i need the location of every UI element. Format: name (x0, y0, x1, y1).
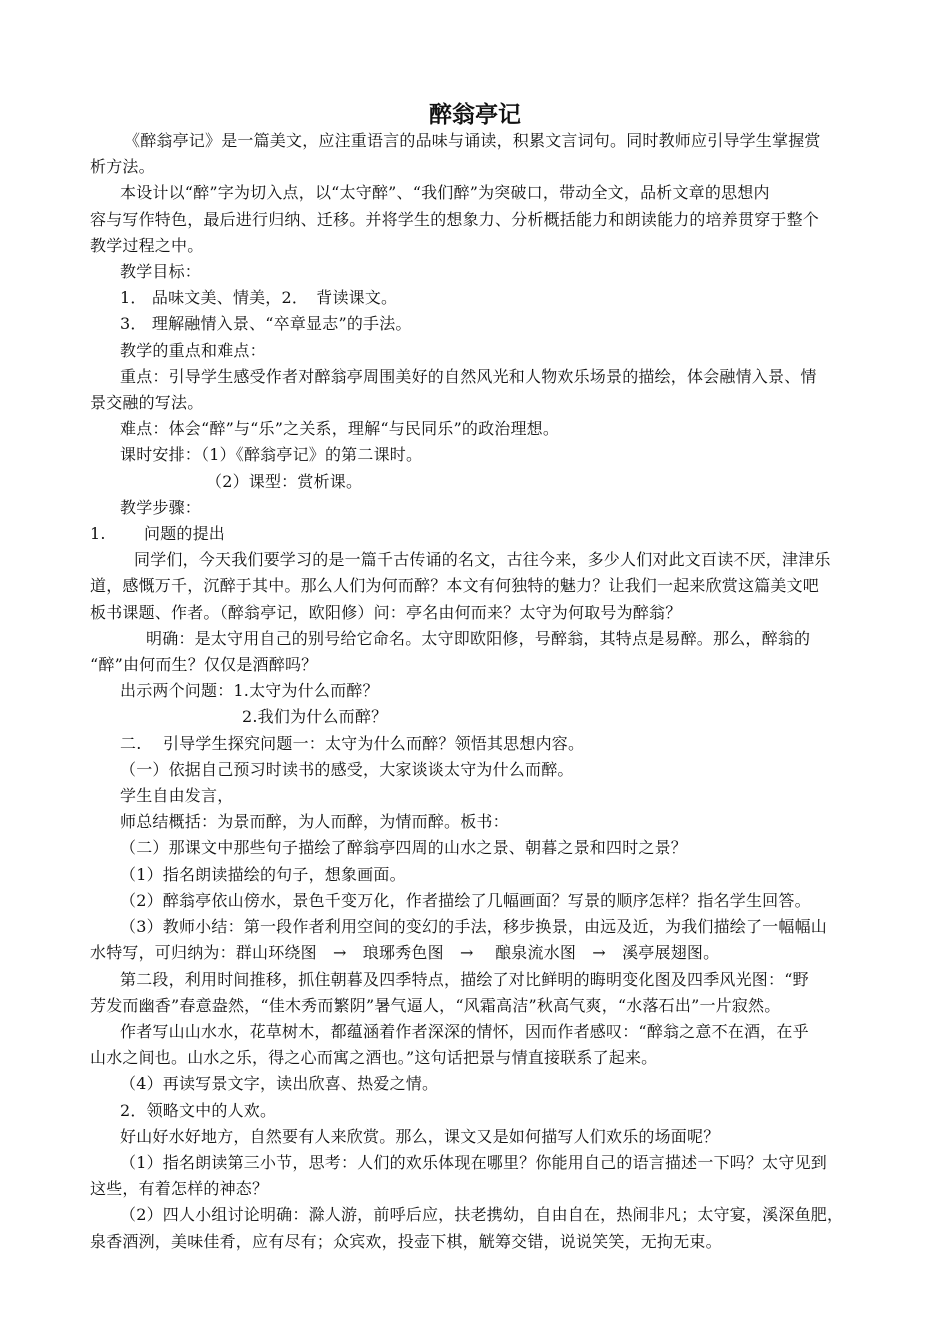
paragraph-line: 《醉翁亭记》是一篇美文，应注重语言的品味与诵读，积累文言词句。同时教师应引导学生掌握赏 (124, 131, 821, 150)
paragraph-line: （2）醉翁亭依山傍水，景色千变万化，作者描绘了几幅画面？写景的顺序怎样？指名学生回答。 (120, 890, 811, 910)
paragraph-line: 山水之间也。山水之乐，得之心而寓之酒也。”这句话把景与情直接联系了起来。 (90, 1048, 658, 1068)
paragraph-line: 2.我们为什么而醉？ (242, 707, 388, 727)
paragraph-line: 道，感慨万千，沉醉于其中。那么人们为何而醉？本文有何独特的魅力？让我们一起来欣赏这篇美文吧 (90, 576, 820, 596)
list-item: 1． 品味文美、情美，2． 背读课文。 (120, 288, 398, 308)
paragraph-line: 作者写山山水水，花草树木，都蕴涵着作者深深的情怀，因而作者感叹：“醉翁之意不在酒，在乎 (120, 1021, 809, 1041)
list-item: 3． 理解融情入景、“卒章显志”的手法。 (120, 314, 412, 334)
section-heading: 教学目标： (120, 262, 202, 282)
paragraph-line: 析方法。 (90, 157, 155, 177)
paragraph-line: 这些，有着怎样的神态？ (90, 1179, 269, 1199)
paragraph-line: 教学过程之中。 (90, 235, 204, 255)
paragraph-line: 学生自由发言， (120, 786, 234, 806)
paragraph-line: 出示两个问题：1.太守为什么而醉？ (120, 681, 379, 701)
paragraph-line: （1）指名朗读第三小节，思考：人们的欢乐体现在哪里？你能用自己的语言描述一下吗？太守见到 (120, 1152, 827, 1172)
paragraph-line: 泉香酒洌，美味佳肴，应有尽有；众宾欢，投壶下棋，觥筹交错，说说笑笑，无拘无束。 (90, 1231, 722, 1251)
paragraph-line: 景交融的写法。 (90, 393, 204, 413)
paragraph-line: 同学们，今天我们要学习的是一篇千古传诵的名文，古往今来，多少人们对此文百读不厌，津津乐 (134, 550, 831, 570)
paragraph-line: （2）课型：赏析课。 (206, 471, 363, 491)
paragraph-line: 容与写作特色，最后进行归纳、迁移。并将学生的想象力、分析概括能力和朗读能力的培养贯穿于整个 (90, 209, 820, 229)
paragraph-line: 水特写，可归纳为：群山环绕图 → 琅琊秀色图 → 酿泉流水图 → 溪亭展翅图。 (90, 943, 720, 963)
paragraph-line: 难点：体会“醉”与“乐”之关系，理解“与民同乐”的政治理想。 (120, 419, 560, 439)
paragraph-line: “醉”由何而生？仅仅是酒醉吗？ (90, 655, 318, 675)
paragraph-line: 课时安排：（1）《醉翁亭记》的第二课时。 (120, 445, 423, 465)
paragraph-line: 师总结概括：为景而醉，为人而醉，为情而醉。板书： (120, 812, 509, 832)
paragraph-line: 芳发而幽香”春意盎然，“佳木秀而繁阴”暑气逼人，“风霜高洁”秋高气爽，“水落石出”一片寂然。 (90, 995, 781, 1015)
paragraph-line: （1）指名朗读描绘的句子，想象画面。 (120, 864, 406, 884)
document-body (90, 128, 865, 1255)
document-title: 醉翁亭记 (429, 102, 521, 128)
paragraph-line: （一）依据自己预习时读书的感受，大家谈谈太守为什么而醉。 (120, 759, 574, 779)
paragraph-line: 明确：是太守用自己的别号给它命名。太守即欧阳修，号醉翁，其特点是易醉。那么，醉翁的 (146, 628, 811, 648)
paragraph-line: （4）再读写景文字，读出欣喜、热爱之情。 (120, 1074, 439, 1094)
section-heading: 教学的重点和难点： (120, 340, 266, 360)
section-heading: 二. 引导学生探究问题一：太守为什么而醉？领悟其思想内容。 (120, 733, 585, 753)
paragraph-line: 重点：引导学生感受作者对醉翁亭周围美好的自然风光和人物欢乐场景的描绘，体会融情入景、情 (120, 366, 817, 386)
list-item-text: 问题的提出 (144, 524, 226, 544)
paragraph-line: 好山好水好地方，自然要有人来欣赏。那么，课文又是如何描写人们欢乐的场面呢？ (120, 1126, 720, 1146)
paragraph-line: 板书课题、作者。（醉翁亭记，欧阳修）问：亭名由何而来？太守为何取号为醉翁？ (90, 602, 682, 622)
paragraph-line: 本设计以“醉”字为切入点，以“太守醉”、“我们醉”为突破口，带动全文，品析文章的思想内 (120, 183, 770, 203)
section-heading: 教学步骤： (120, 497, 202, 517)
paragraph-line: （二）那课文中那些句子描绘了醉翁亭四周的山水之景、朝暮之景和四时之景？ (120, 838, 688, 858)
list-number: 1. (90, 524, 106, 544)
section-heading: 2．领略文中的人欢。 (120, 1100, 277, 1120)
paragraph-line: （2）四人小组讨论明确：滁人游，前呼后应，扶老携幼，自由自在，热闹非凡；太守宴，溪深鱼肥， (120, 1205, 844, 1225)
paragraph-line: （3）教师小结：第一段作者利用空间的变幻的手法，移步换景，由远及近，为我们描绘了一幅幅山 (120, 917, 827, 937)
list-item (90, 521, 865, 547)
paragraph-line: 第二段，利用时间推移，抓住朝暮及四季特点，描绘了对比鲜明的晦明变化图及四季风光图：“野 (120, 969, 809, 989)
